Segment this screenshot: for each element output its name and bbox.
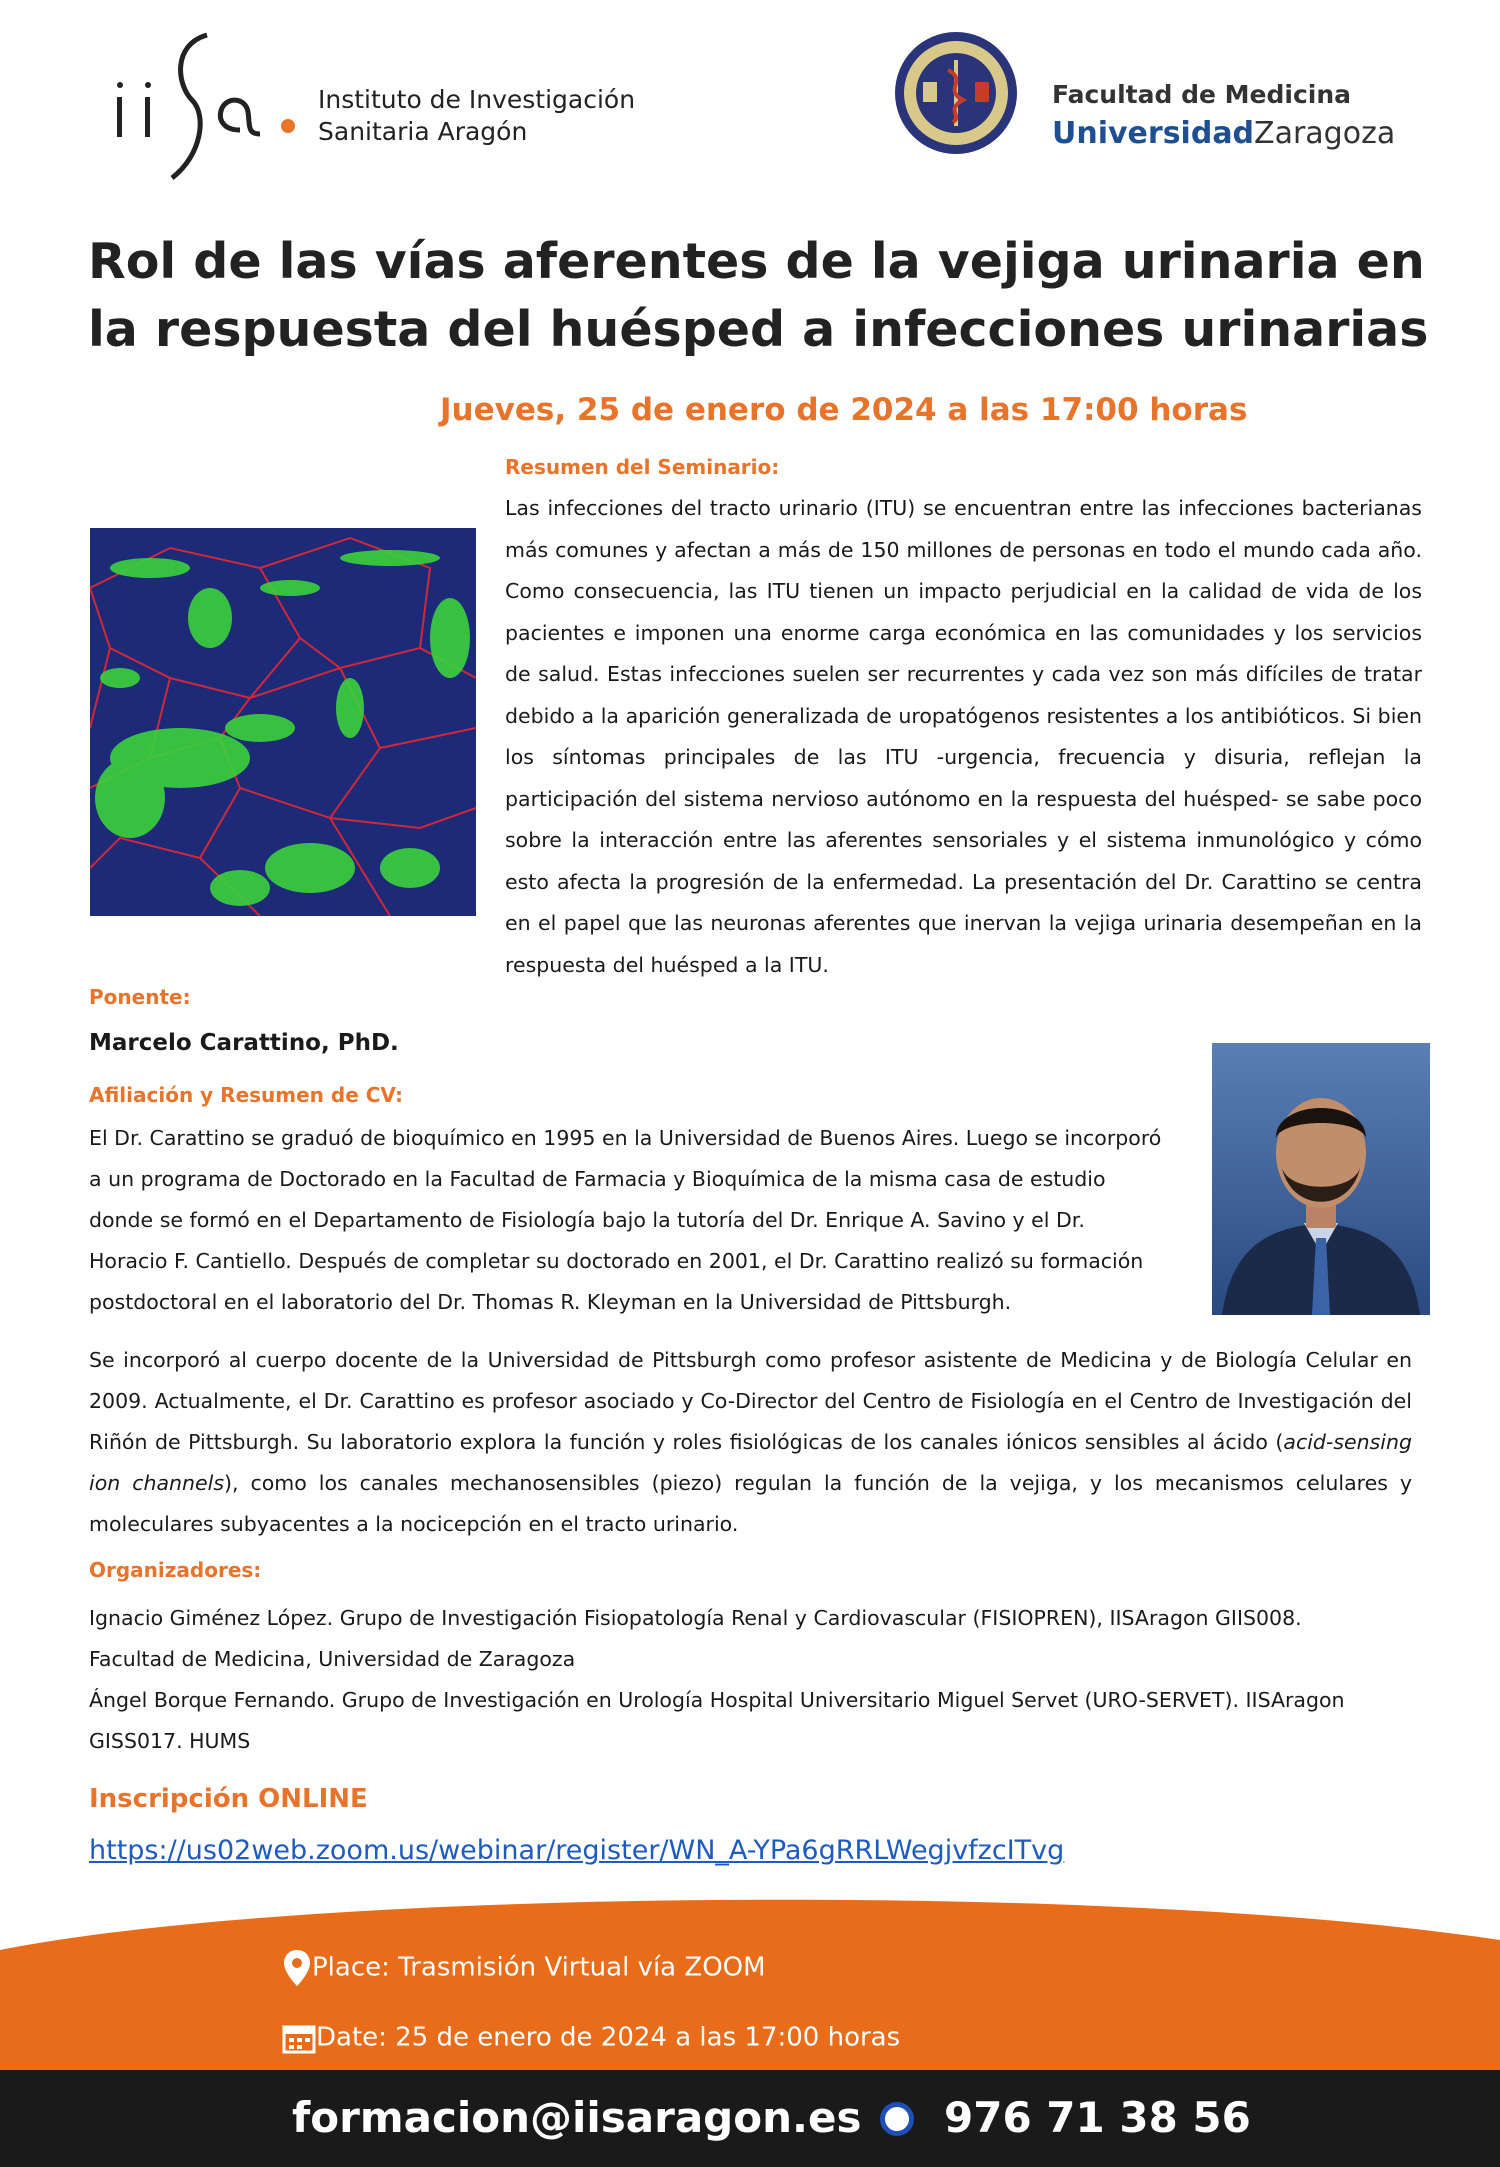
organizer-line: Ignacio Giménez López. Grupo de Investigación Fisiopatología Renal y Cardiovascular (FISIOPREN), IISAragon GIIS008. <box>89 1606 1302 1630</box>
microscopy-image <box>90 528 476 916</box>
contact-phone[interactable]: 976 71 38 56 <box>944 2093 1251 2142</box>
university-seal <box>893 30 1019 156</box>
registration-heading: Inscripción ONLINE <box>89 1784 368 1814</box>
footer-date-text: Date: 25 de enero de 2024 a las 17:00 horas <box>316 2022 901 2053</box>
iisa-name-line2: Sanitaria Aragón <box>318 117 528 146</box>
speaker-name: Marcelo Carattino, PhD. <box>89 1030 399 1056</box>
cv-heading: Afiliación y Resumen de CV: <box>89 1083 403 1107</box>
faculty-name: Facultad de Medicina <box>1052 80 1351 109</box>
contact-email[interactable]: formacion@iisaragon.es <box>292 2093 862 2142</box>
registration-link[interactable]: https://us02web.zoom.us/webinar/register/WN_A-YPa6gRRLWegjvfzcITvg <box>89 1835 1065 1866</box>
organizer-line: Ángel Borque Fernando. Grupo de Investigación en Urología Hospital Universitario Miguel Servet (URO-SERVET). IISAragon GISS017. HUMS <box>89 1688 1345 1753</box>
footer-place <box>282 1948 766 1988</box>
location-pin-icon <box>282 1948 312 1988</box>
seminar-date: Jueves, 25 de enero de 2024 a las 17:00 horas <box>440 392 1248 428</box>
cv-text-part2a: Se incorporó al cuerpo docente de la Universidad de Pittsburgh como profesor asistente de Medicina y de Biología Celular en 2009. Actualmente, el Dr. Carattino es profesor asociado y Co-Director del Centro de Fisiología en el Centro de Investigación del Riñón de Pittsburgh. Su laboratorio explora la función y roles fisiológicas de los canales iónicos sensibles al ácido ( <box>89 1348 1412 1454</box>
footer-place-text: Place: Trasmisión Virtual vía ZOOM <box>312 1952 766 1983</box>
organizers-list <box>89 1598 1419 1762</box>
iisa-name-line1: Instituto de Investigación <box>318 85 636 114</box>
organizer-line: Facultad de Medicina, Universidad de Zaragoza <box>89 1647 576 1671</box>
cv-text-part1: El Dr. Carattino se graduó de bioquímico en 1995 en la Universidad de Buenos Aires. Luego se incorporó a un programa de Doctorado en la Facultad de Farmacia y Bioquímica de la misma casa de estudio donde se formó en el Departamento de Fisiología bajo la tutoría del Dr. Enrique A. Savino y el Dr. Horacio F. Cantiello. Después de completar su doctorado en 2001, el Dr. Carattino realizó su formación postdoctoral en el laboratorio del Dr. Thomas R. Kleyman en la Universidad de Pittsburgh. <box>89 1126 1162 1314</box>
iisa-name <box>318 84 635 148</box>
summary-heading: Resumen del Seminario: <box>505 455 780 479</box>
speaker-photo <box>1212 1043 1430 1315</box>
cv-text-part2b: ), como los canales mechanosensibles (piezo) regulan la función de la vejiga, y los mecanismos celulares y moleculares subyacentes a la nocicepción en el tracto urinario. <box>89 1471 1412 1536</box>
separator-dot-icon <box>880 2102 914 2136</box>
university-name-bold: Universidad <box>1052 116 1255 151</box>
organizers-heading: Organizadores: <box>89 1558 262 1582</box>
footer-date <box>282 2022 900 2054</box>
cv-text-part2 <box>89 1340 1412 1545</box>
speaker-heading: Ponente: <box>89 985 191 1009</box>
calendar-icon <box>282 2022 316 2054</box>
university-name-city: Zaragoza <box>1254 116 1396 151</box>
cv-text-italic: acid-sensing ion channels <box>89 1430 1412 1495</box>
summary-text: Las infecciones del tracto urinario (ITU) se encuentran entre las infecciones bacterianas más comunes y afectan a más de 150 millones de personas en todo el mundo cada año. Como consecuencia, las ITU tienen un impacto perjudicial en la calidad de vida de los pacientes e imponen una enorme carga económica en las comunidades y los servicios de salud. Estas infecciones suelen ser recurrentes y cada vez son más difíciles de tratar debido a la aparición generalizada de uropatógenos resistentes a los antibióticos. Si bien los síntomas principales de las ITU -urgencia, frecuencia y disuria, reflejan la participación del sistema nervioso autónomo en la respuesta del huésped- se sabe poco sobre la interacción entre las aferentes sensoriales y el sistema inmunológico y cómo esto afecta la progresión de la enfermedad. La presentación del Dr. Carattino se centra en el papel que las neuronas aferentes que inervan la vejiga urinaria desempeñan en la respuesta del huésped a la ITU. <box>505 496 1422 977</box>
university-name <box>1052 116 1395 151</box>
seminar-title: Rol de las vías aferentes de la vejiga urinaria en la respuesta del huésped a infecciones urinarias <box>88 233 1429 358</box>
